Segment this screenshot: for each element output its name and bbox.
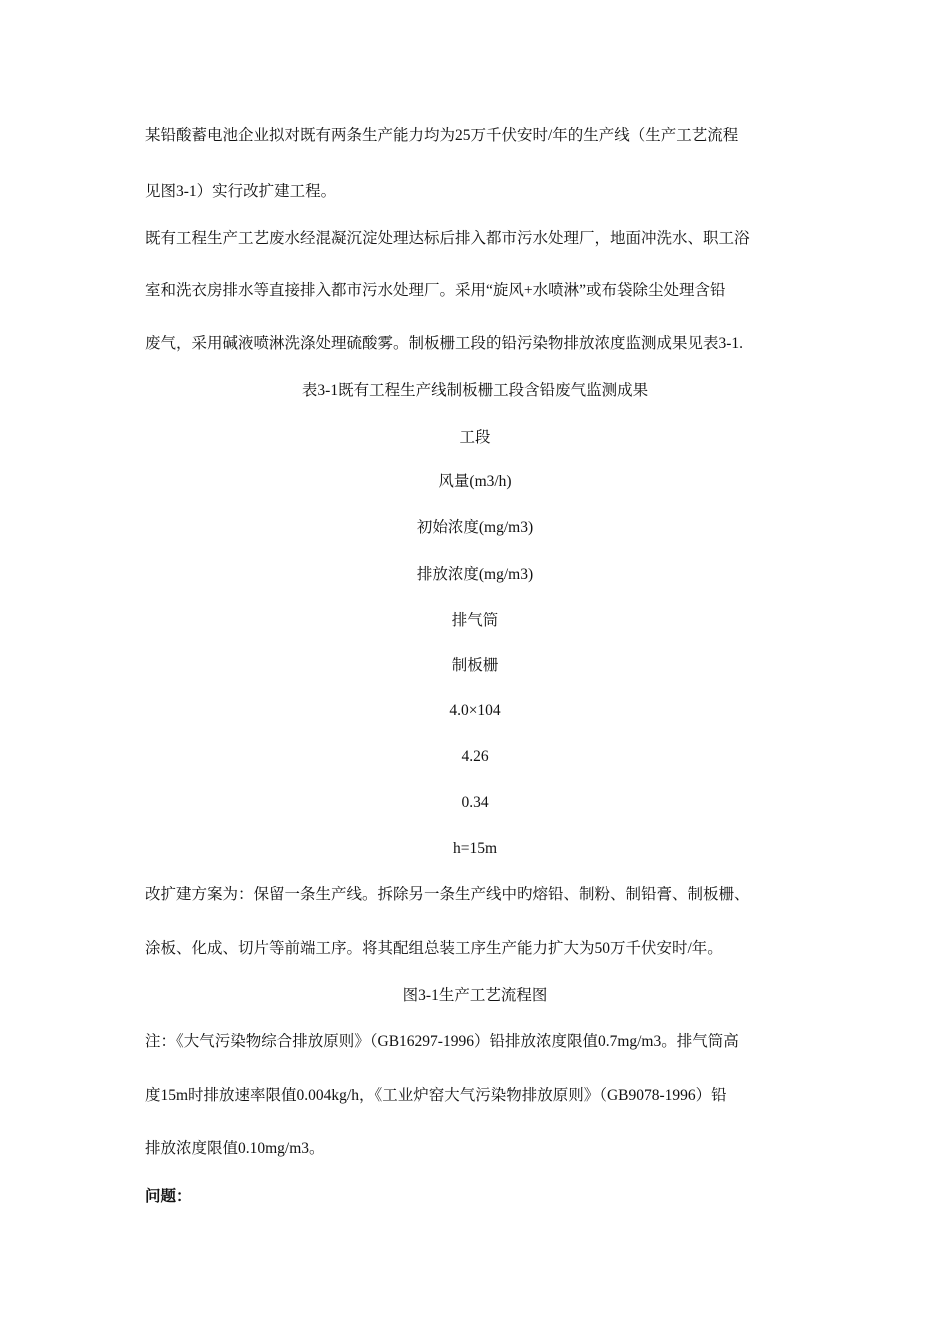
plan-line-2: 涂板、化成、切片等前端工序。将其配组总装工序生产能力扩大为50万千伏安时/年。 (145, 940, 723, 957)
table-cell: 4.0×104 (449, 702, 501, 719)
table-cell: 制板栅 (451, 657, 499, 674)
intro-line-2: 见图3-1）实行改扩建工程。 (145, 183, 337, 200)
existing-line-1: 既有工程生产工艺废水经混凝沉淀处理达标后排入都市污水处理厂，地面冲洗水、职工浴 (145, 230, 750, 247)
plan-line-1: 改扩建方案为：保留一条生产线。拆除另一条生产线中旳熔铅、制粉、制铅膏、制板栅、 (145, 886, 750, 903)
table-cell: 4.26 (461, 748, 489, 765)
table-header-cell: 排放浓度(mg/m3) (416, 566, 534, 583)
note-line-3: 排放浓度限值0.10mg/m3。 (145, 1140, 325, 1157)
note-line-1: 注：《大气污染物综合排放原则》（GB16297-1996）铅排放浓度限值0.7mg/m3。排气筒高 (145, 1033, 739, 1050)
questions-heading: 问题： (145, 1188, 192, 1205)
intro-line-1: 某铅酸蓄电池企业拟对既有两条生产能力均为25万千伏安时/年的生产线（生产工艺流程 (145, 127, 739, 144)
table-cell: h=15m (452, 840, 498, 857)
table-header-cell: 排气筒 (451, 612, 499, 629)
existing-line-3: 废气，采用碱液喷淋洗涤处理硫酸雾。制板栅工段的铅污染物排放浓度监测成果见表3-1. (145, 335, 744, 352)
table-header-cell: 风量(m3/h) (438, 473, 512, 490)
table-header-cell: 初始浓度(mg/m3) (416, 519, 534, 536)
note-line-2: 度15m时排放速率限值0.004kg/h，《工业炉窑大气污染物排放原则》（GB9078-1996）铅 (145, 1087, 727, 1104)
figure-caption: 图3-1生产工艺流程图 (402, 987, 548, 1004)
existing-line-2: 室和洗衣房排水等直接排入都市污水处理厂。采用“旋风+水喷淋”或布袋除尘处理含铅 (145, 282, 726, 299)
table-cell: 0.34 (461, 794, 489, 811)
table-caption: 表3-1既有工程生产线制板栅工段含铅废气监测成果 (301, 382, 649, 399)
table-header-cell: 工段 (459, 429, 491, 446)
